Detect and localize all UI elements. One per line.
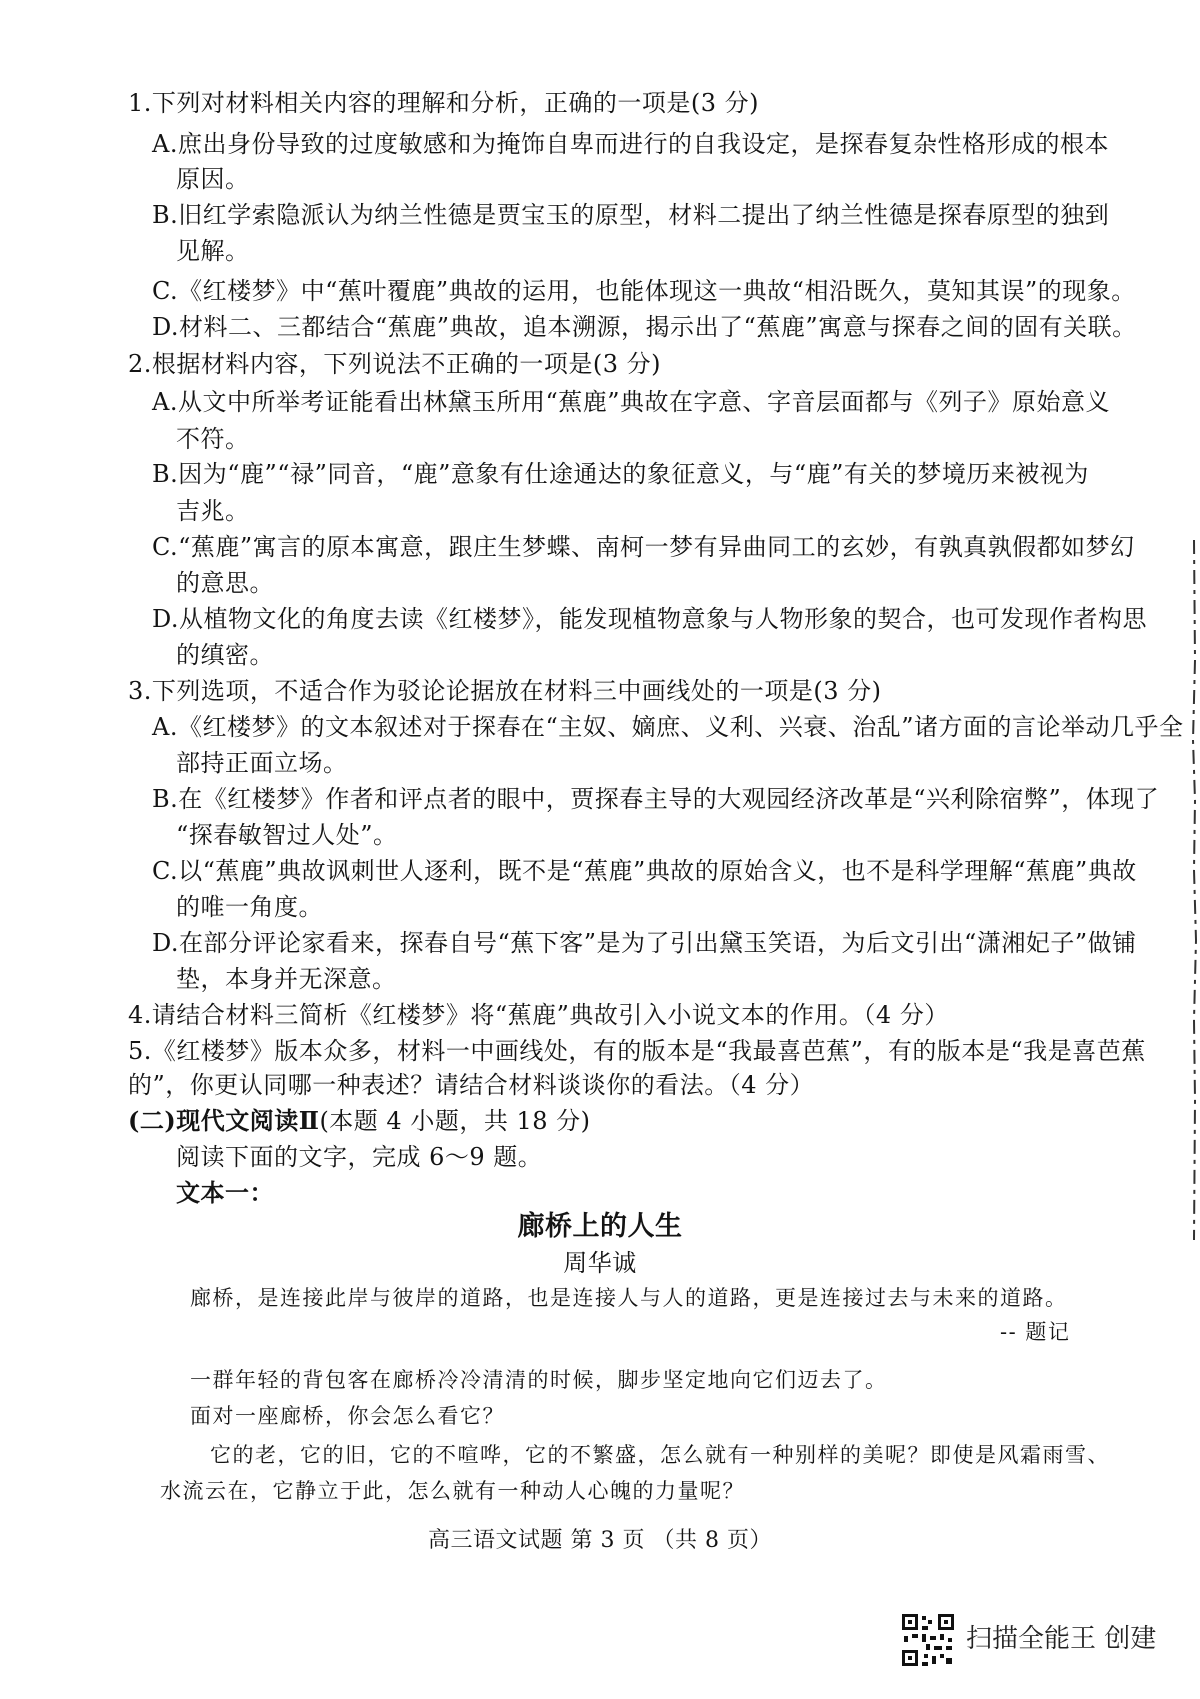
article-paragraph-2: 面对一座廊桥，你会怎么看它？ <box>190 1404 505 1428</box>
section-heading-note: (本题 4 小题，共 18 分) <box>319 1107 591 1135</box>
question-3-option-d-cont: 垫，本身并无深意。 <box>176 965 397 993</box>
question-2-option-b-cont: 吉兆。 <box>176 497 250 525</box>
question-2-option-b: B.因为“鹿”“禄”同音，“鹿”意象有仕途通达的象征意义，与“鹿”有关的梦境历来被视为 <box>152 460 1089 488</box>
reading-instruction: 阅读下面的文字，完成 6～9 题。 <box>176 1143 543 1171</box>
question-3-option-d: D.在部分评论家看来，探春自号“蕉下客”是为了引出黛玉笑语，为后文引出“潇湘妃子”做铺 <box>152 929 1137 957</box>
scanner-watermark: 扫描全能王 创建 <box>966 1624 1157 1654</box>
question-1-option-a: A.庶出身份导致的过度敏感和为掩饰自卑而进行的自我设定，是探春复杂性格形成的根本 <box>152 130 1109 158</box>
question-3-stem: 3.下列选项，不适合作为驳论论据放在材料三中画线处的一项是(3 分) <box>128 677 882 705</box>
question-1-option-b-cont: 见解。 <box>176 237 250 265</box>
question-2-option-c: C.“蕉鹿”寓言的原本寓意，跟庄生梦蝶、南柯一梦有异曲同工的玄妙，有孰真孰假都如梦幻 <box>152 533 1135 561</box>
question-1-option-d: D.材料二、三都结合“蕉鹿”典故，追本溯源，揭示出了“蕉鹿”寓意与探春之间的固有关联。 <box>152 313 1137 341</box>
article-title: 廊桥上的人生 <box>517 1211 683 1242</box>
question-2-option-d: D.从植物文化的角度去读《红楼梦》，能发现植物意象与人物形象的契合，也可发现作者构思 <box>152 605 1148 633</box>
question-3-option-c-cont: 的唯一角度。 <box>176 893 323 921</box>
page-footer: 高三语文试题 第 3 页 （共 8 页） <box>428 1528 772 1553</box>
question-5-stem-cont: 的”，你更认同哪一种表述？请结合材料谈谈你的看法。（4 分） <box>128 1071 815 1099</box>
question-2-option-c-cont: 的意思。 <box>176 569 274 597</box>
question-1-option-c: C.《红楼梦》中“蕉叶覆鹿”典故的运用，也能体现这一典故“相沿既久，莫知其误”的现象。 <box>152 277 1136 305</box>
question-3-option-a: A.《红楼梦》的文本叙述对于探春在“主奴、嫡庶、义利、兴衰、治乱”诸方面的言论举动几乎全 <box>152 713 1184 741</box>
question-5-stem: 5.《红楼梦》版本众多，材料一中画线处，有的版本是“我最喜芭蕉”，有的版本是“我是喜芭蕉 <box>128 1037 1146 1065</box>
scan-edge-mark <box>1188 540 1200 1240</box>
article-epigraph: 廊桥，是连接此岸与彼岸的道路，也是连接人与人的道路，更是连接过去与未来的道路。 <box>190 1286 1068 1310</box>
section-heading <box>128 1106 591 1136</box>
article-author: 周华诚 <box>563 1249 637 1277</box>
question-1-option-b: B.旧红学索隐派认为纳兰性德是贾宝玉的原型，材料二提出了纳兰性德是探春原型的独到 <box>152 201 1110 229</box>
epigraph-source: -- 题记 <box>1000 1320 1071 1344</box>
question-3-option-a-cont: 部持正面立场。 <box>176 749 348 777</box>
article-paragraph-1: 一群年轻的背包客在廊桥冷冷清清的时候，脚步坚定地向它们迈去了。 <box>190 1368 888 1392</box>
question-4-stem: 4.请结合材料三简析《红楼梦》将“蕉鹿”典故引入小说文本的作用。（4 分） <box>128 1001 949 1029</box>
qr-code-icon <box>900 1612 956 1668</box>
question-2-option-a-cont: 不符。 <box>176 425 250 453</box>
question-2-option-d-cont: 的缜密。 <box>176 641 274 669</box>
question-2-option-a: A.从文中所举考证能看出林黛玉所用“蕉鹿”典故在字意、字音层面都与《列子》原始意义 <box>152 388 1110 416</box>
question-1-stem: 1.下列对材料相关内容的理解和分析，正确的一项是(3 分) <box>128 89 760 117</box>
question-2-stem: 2.根据材料内容，下列说法不正确的一项是(3 分) <box>128 350 662 378</box>
question-3-option-b: B.在《红楼梦》作者和评点者的眼中，贾探春主导的大观园经济改革是“兴利除宿弊”，体现了 <box>152 785 1160 813</box>
text-label: 文本一： <box>176 1178 274 1207</box>
question-3-option-c: C.以“蕉鹿”典故讽刺世人逐利，既不是“蕉鹿”典故的原始含义，也不是科学理解“蕉鹿”典故 <box>152 857 1137 885</box>
question-1-option-a-cont: 原因。 <box>176 165 250 193</box>
section-heading-title: (二)现代文阅读Ⅱ <box>128 1106 320 1135</box>
article-paragraph-3-cont: 水流云在，它静立于此，怎么就有一种动人心魄的力量呢？ <box>160 1479 745 1503</box>
article-paragraph-3: 它的老，它的旧，它的不喧哗，它的不繁盛，怎么就有一种别样的美呢？即使是风霜雨雪、 <box>210 1443 1110 1467</box>
question-3-option-b-cont: “探春敏智过人处”。 <box>176 821 398 849</box>
